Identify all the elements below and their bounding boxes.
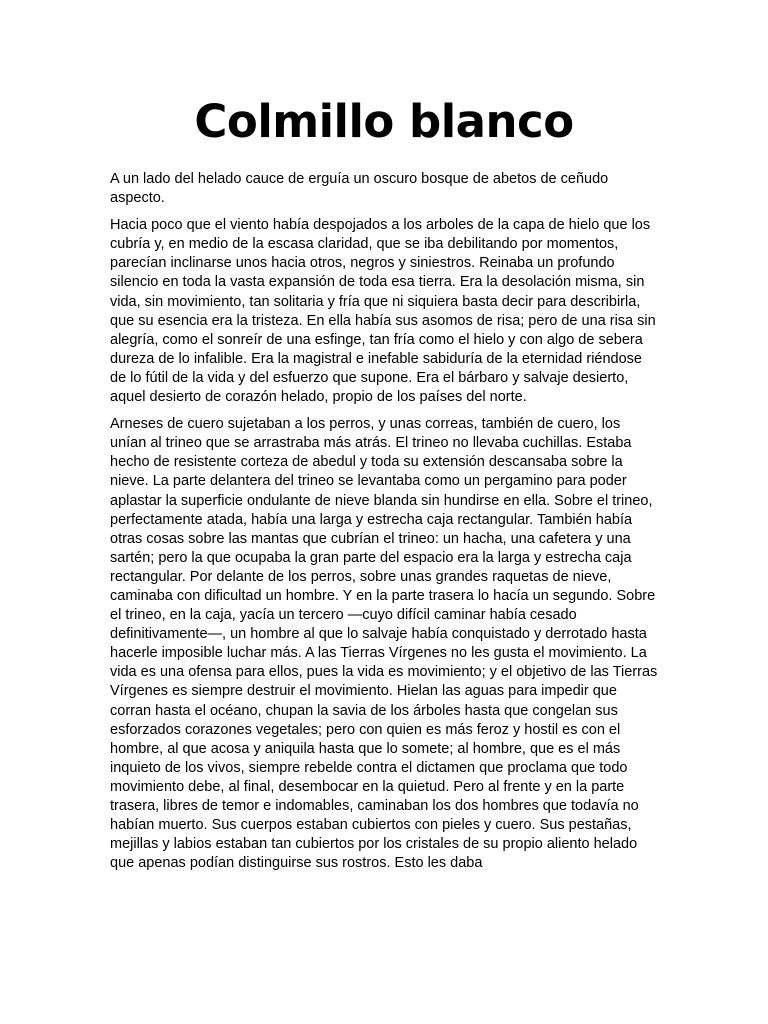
document-title: Colmillo blanco — [194, 95, 574, 148]
document-body — [110, 170, 660, 881]
paragraph: Hacia poco que el viento había despojados a los arboles de la capa de hielo que los cubría y, en medio de la escasa claridad, que se iba debilitando por momentos, parecían inclinarse unos hacia otros, negros y siniestros. Reinaba un profundo silencio en toda la vasta expansión de toda esa tierra. Era la desolación misma, sin vida, sin movimiento, tan solitaria y fría que ni siquiera basta decir para describirla, que su esencia era la tristeza. En ella había sus asomos de risa; pero de una risa sin alegría, como el sonreír de una esfinge, tan fría como el hielo y con algo de sebera dureza de lo infalible. Era la magistral e inefable sabiduría de la eternidad riéndose de lo fútil de la vida y del esfuerzo que supone. Era el bárbaro y salvaje desierto, aquel desierto de corazón helado, propio de los países del norte. — [110, 217, 656, 406]
paragraph: Arneses de cuero sujetaban a los perros, y unas correas, también de cuero, los unían al trineo que se arrastraba más atrás. El trineo no llevaba cuchillas. Estaba hecho de resistente corteza de abedul y toda su extensión descansaba sobre la nieve. La parte delantera del trineo se levantaba como un pergamino para poder aplastar la superficie ondulante de nieve blanda sin hundirse en ella. Sobre el trineo, perfectamente atada, había una larga y estrecha caja rectangular. También había otras cosas sobre las mantas que cubrían el trineo: un hacha, una cafetera y una sartén; pero la que ocupaba la gran parte del espacio era la larga y estrecha caja rectangular. Por delante de los perros, sobre unas grandes raquetas de nieve, caminaba con dificultad un hombre. Y en la parte trasera lo hacía un segundo. Sobre el trineo, en la caja, yacía un tercero —cuyo difícil caminar había cesado definitivamente—, un hombre al que lo salvaje había conquistado y derrotado hasta hacerle imposible luchar más. A las Tierras Vírgenes no les gusta el movimiento. La vida es una ofensa para ellos, pues la vida es movimiento; y el objetivo de las Tierras Vírgenes es siempre destruir el movimiento. Hielan las aguas para impedir que corran hasta el océano, chupan la savia de los árboles hasta que congelan sus esforzados corazones vegetales; pero con quien es más feroz y hostil es con el hombre, al que acosa y aniquila hasta que lo somete; al hombre, que es el más inquieto de los vivos, siempre rebelde contra el dictamen que proclama que todo movimiento debe, al final, desembocar en la quietud. Pero al frente y en la parte trasera, libres de temor e indomables, caminaban los dos hombres que todavía no habían muerto. Sus cuerpos estaban cubiertos con pieles y cuero. Sus pestañas, mejillas y labios estaban tan cubiertos por los cristales de su propio aliento helado que apenas podían distinguirse sus rostros. Esto les daba — [110, 416, 658, 872]
paragraph: A un lado del helado cauce de erguía un oscuro bosque de abetos de ceñudo aspecto. — [110, 171, 609, 207]
